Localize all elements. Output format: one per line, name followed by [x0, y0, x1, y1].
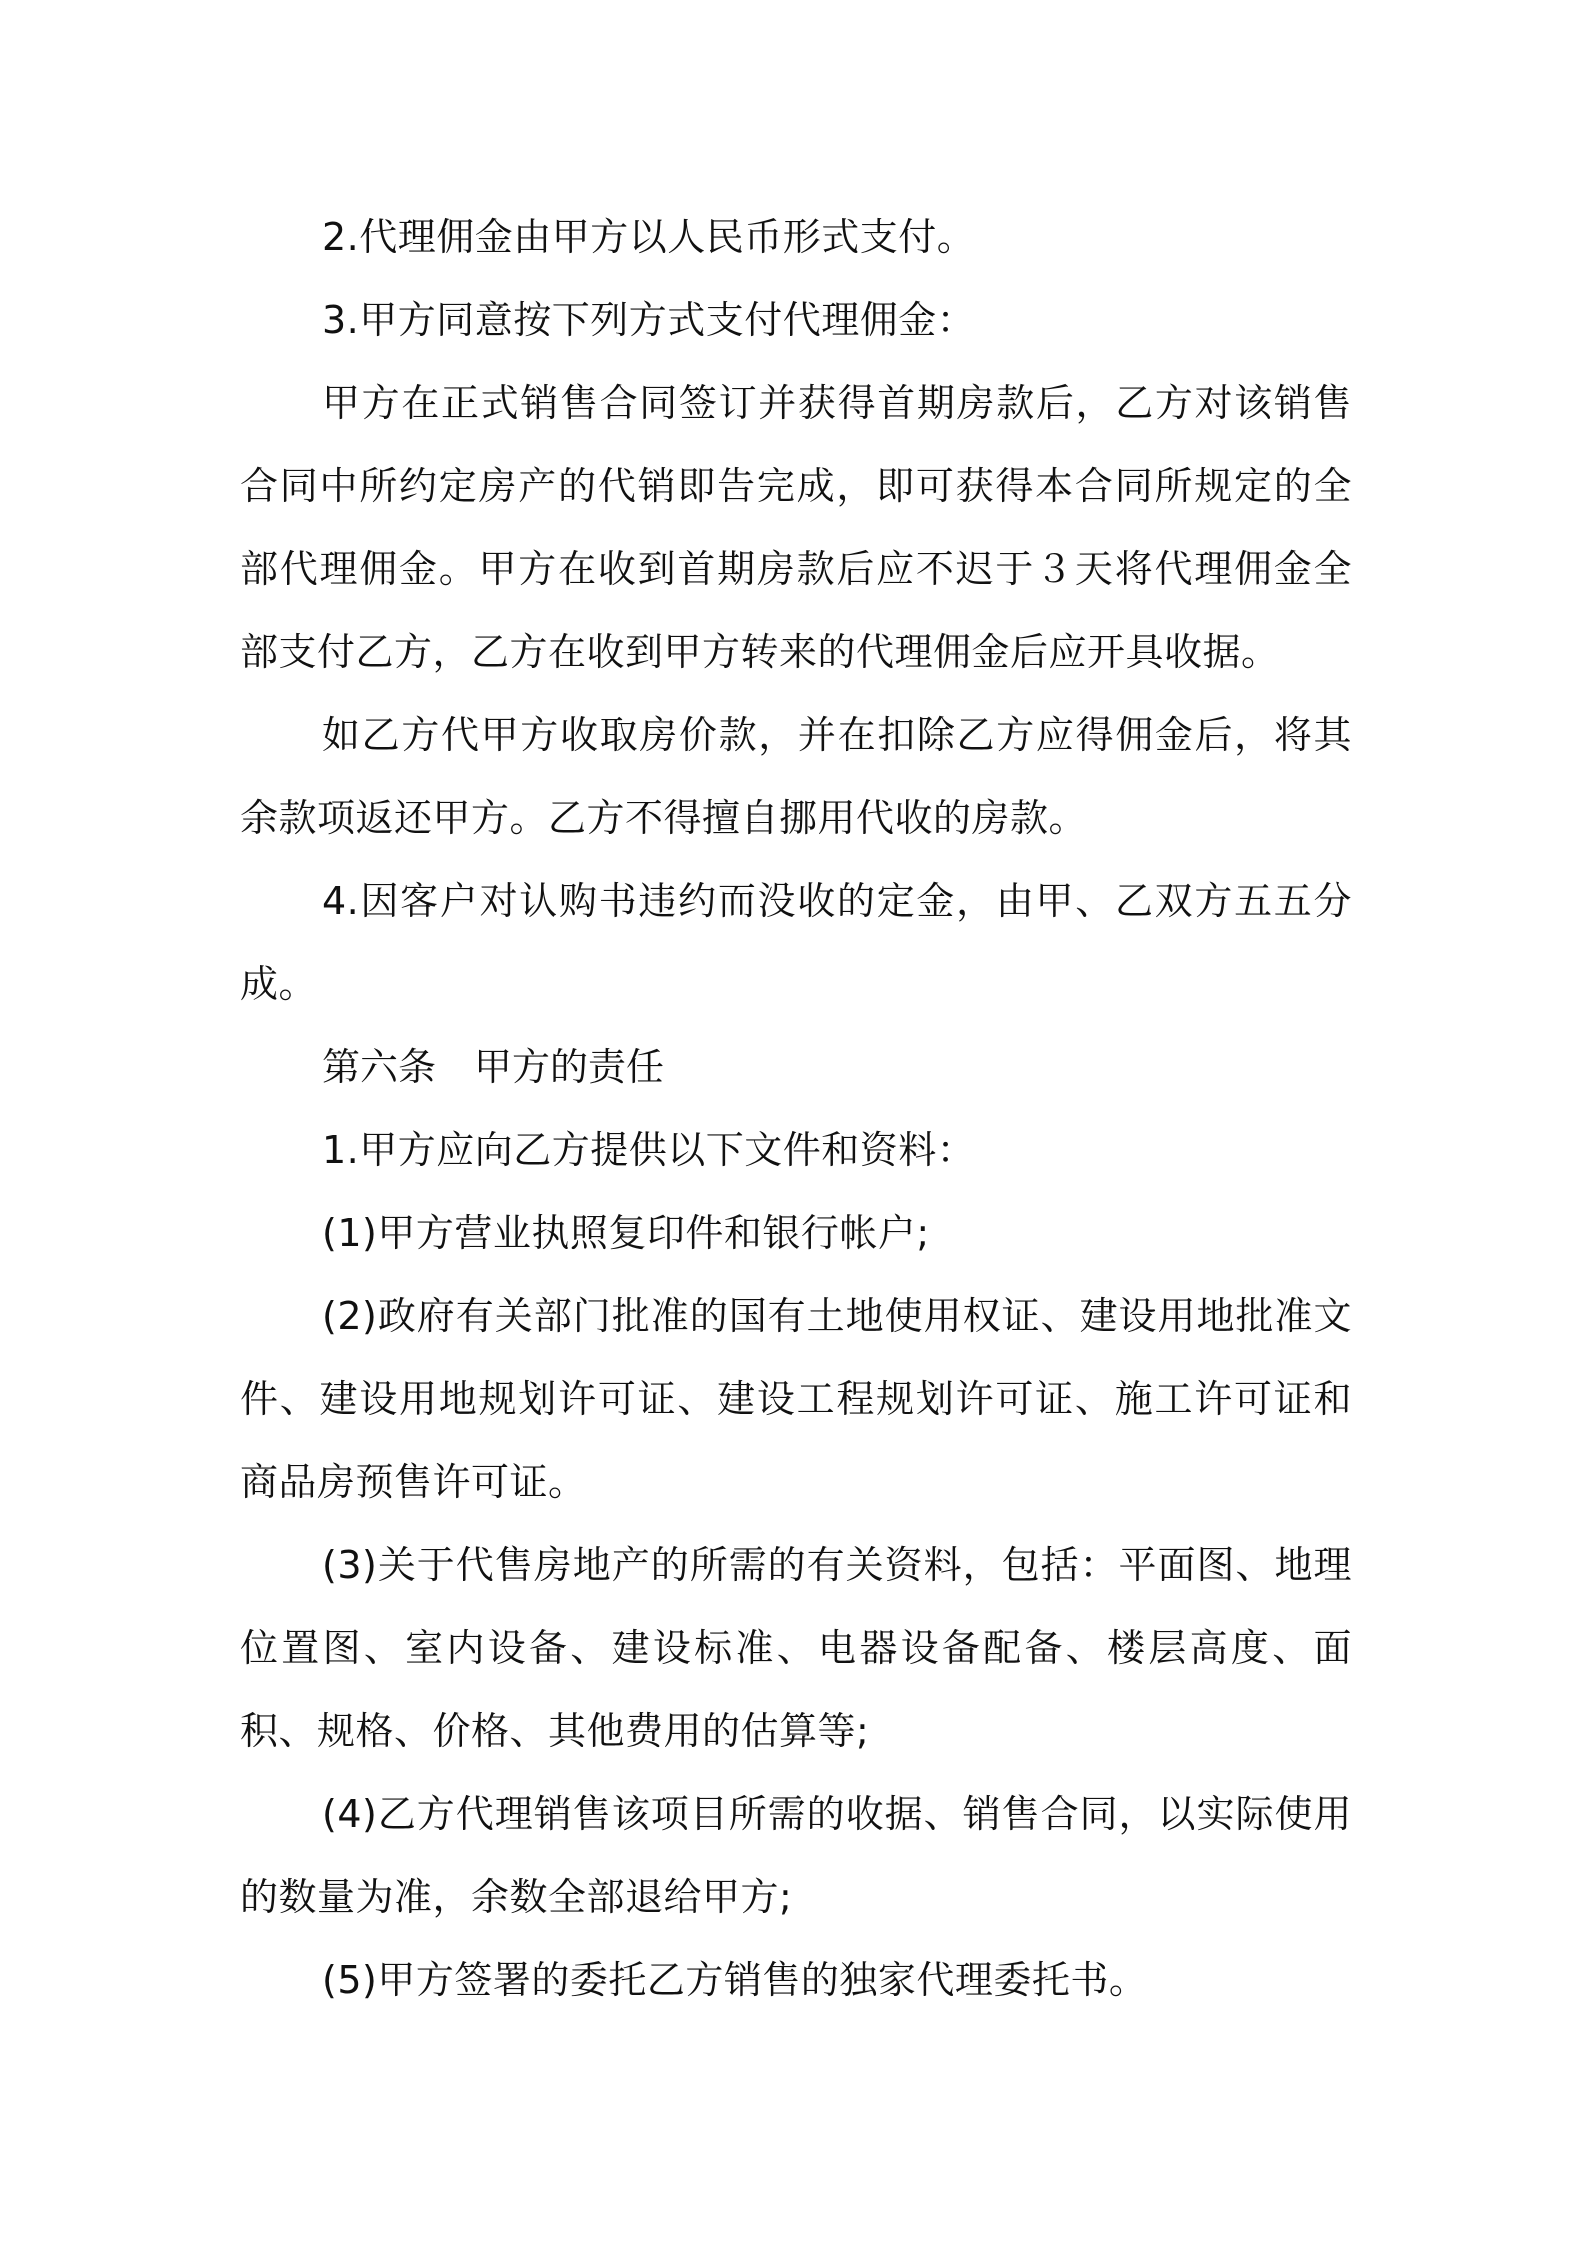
paragraph-documents-intro: 1.甲方应向乙方提供以下文件和资料： [322, 1128, 976, 1172]
paragraph-payment-terms: 甲方在正式销售合同签订并获得首期房款后，乙方对该销售合同中所约定房产的代销即告完成，即可获得本合同所规定的全部代理佣金。甲方在收到首期房款后应不迟于３天将代理佣金全部支付乙方，乙方在收到甲方转来的代理佣金后应开具收据。 [240, 381, 1352, 674]
document-body [240, 196, 1352, 2022]
list-item-receipts-contracts: (4)乙方代理销售该项目所需的收据、销售合同，以实际使用的数量为准，余数全部退给甲方; [240, 1792, 1352, 1919]
list-item-business-license: (1)甲方营业执照复印件和银行帐户; [322, 1211, 930, 1255]
list-item-property-materials: (3)关于代售房地产的所需的有关资料，包括：平面图、地理位置图、室内设备、建设标准、电器设备配备、楼层高度、面积、规格、价格、其他费用的估算等; [240, 1543, 1352, 1753]
paragraph-commission-currency: 2.代理佣金由甲方以人民币形式支付。 [322, 215, 976, 259]
section-heading: 第六条 甲方的责任 [322, 1045, 665, 1089]
paragraph-deposit-split: 4.因客户对认购书违约而没收的定金，由甲、乙双方五五分成。 [240, 879, 1352, 1006]
paragraph-collection-on-behalf: 如乙方代甲方收取房价款，并在扣除乙方应得佣金后，将其余款项返还甲方。乙方不得擅自挪用代收的房款。 [240, 713, 1352, 840]
paragraph-payment-method: 3.甲方同意按下列方式支付代理佣金： [322, 298, 976, 342]
list-item-exclusive-agency-letter: (5)甲方签署的委托乙方销售的独家代理委托书。 [322, 1958, 1148, 2002]
list-item-permits: (2)政府有关部门批准的国有土地使用权证、建设用地批准文件、建设用地规划许可证、建设工程规划许可证、施工许可证和商品房预售许可证。 [240, 1294, 1352, 1504]
